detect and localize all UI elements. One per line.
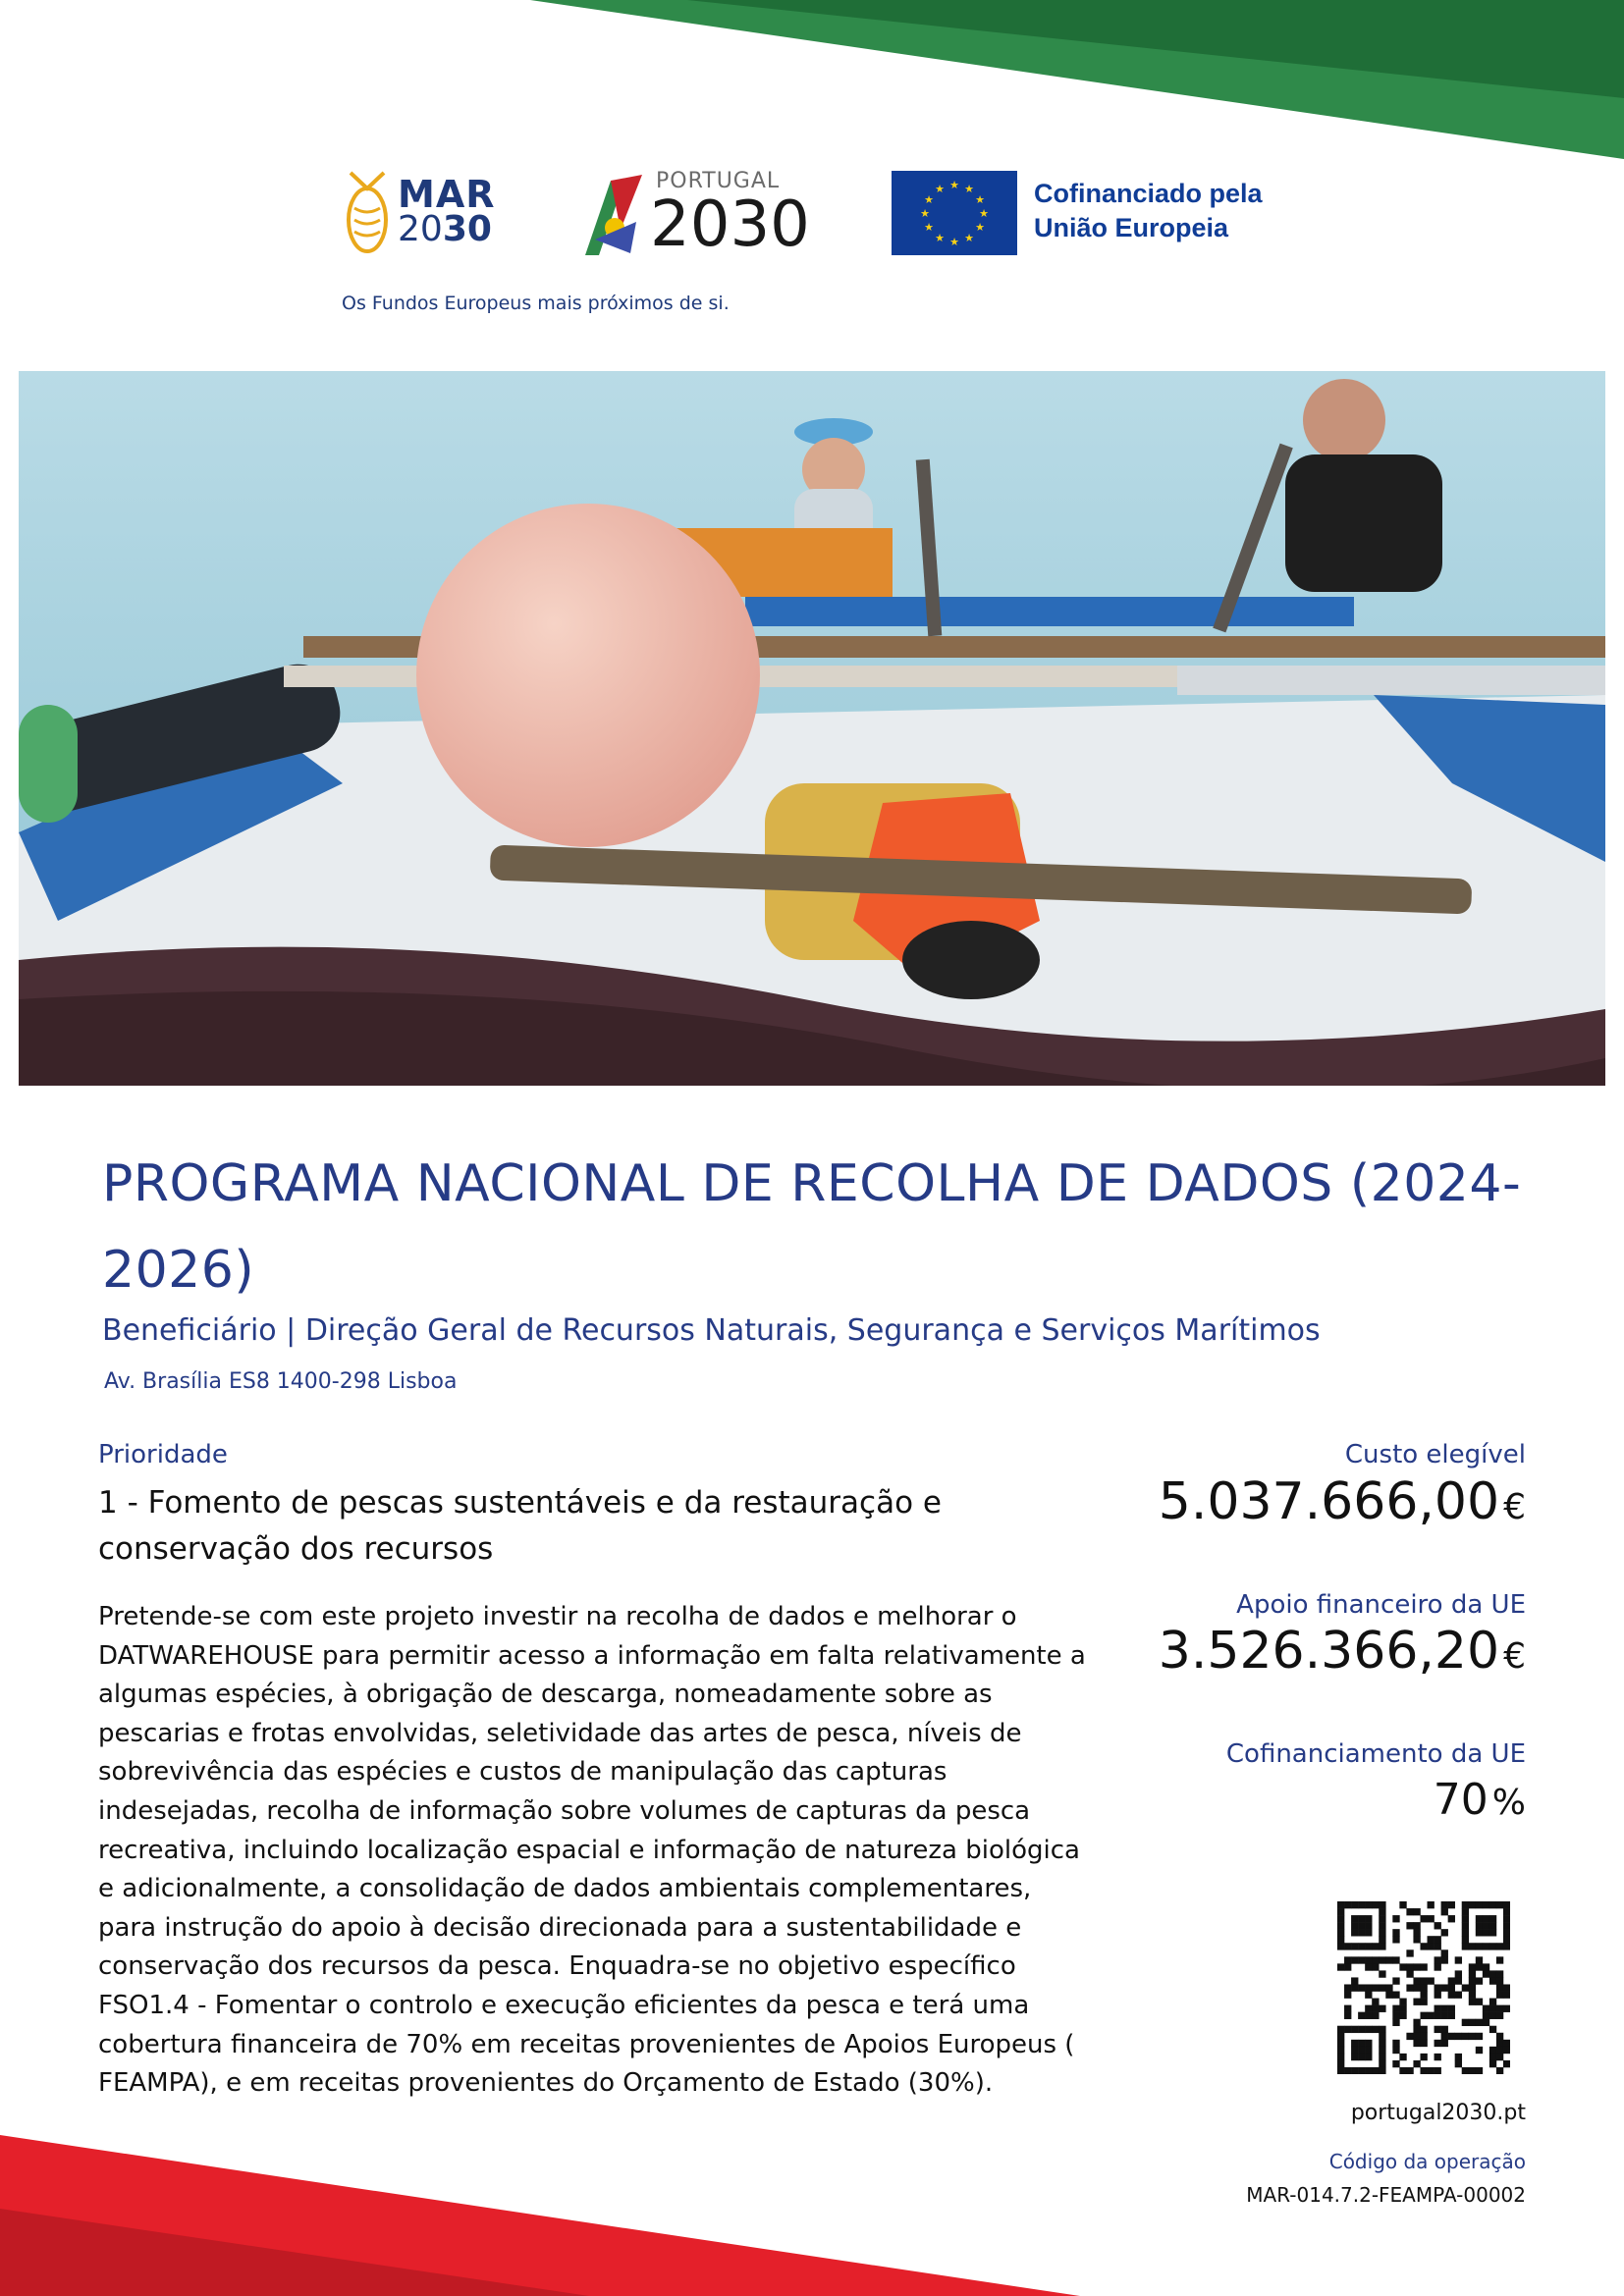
svg-text:★: ★	[979, 207, 989, 220]
svg-text:★: ★	[964, 183, 974, 195]
svg-text:★: ★	[935, 232, 945, 244]
svg-text:★: ★	[924, 221, 934, 234]
top-decorative-band	[0, 0, 1624, 177]
portugal-year: 2030	[650, 188, 810, 261]
operation-code-label: Código da operação	[1328, 2150, 1526, 2173]
svg-text:★: ★	[975, 193, 985, 206]
fishing-boat-photo	[19, 371, 1605, 1086]
address-line: Av. Brasília ES8 1400-298 Lisboa	[104, 1369, 458, 1394]
eligible-cost-value: 5.037.666,00 €	[1158, 1472, 1526, 1531]
mar-year: 2030	[398, 209, 492, 249]
wheat-icon	[343, 169, 392, 253]
currency-symbol: €	[1503, 1636, 1526, 1677]
page-title: PROGRAMA NACIONAL DE RECOLHA DE DADOS (2024-2026)	[102, 1154, 1522, 1300]
portugal2030-site-link[interactable]: portugal2030.pt	[1350, 2101, 1526, 2125]
currency-symbol: €	[1503, 1487, 1526, 1527]
qr-code-icon[interactable]	[1337, 1901, 1510, 2074]
svg-text:★: ★	[924, 193, 934, 206]
priority-text: 1 - Fomento de pescas sustentáveis e da restauração e conservação dos recursos	[98, 1485, 942, 1567]
eu-support-label: Apoio financeiro da UE	[1236, 1590, 1526, 1620]
svg-text:★: ★	[949, 236, 959, 248]
project-description: Pretende-se com este projeto investir na recolha de dados e melhorar o DATWAREHOUSE para permitir acesso a informação em falta relativamente a algumas espécies, à obrigação de descarga, nomeadamente sobre as pescarias e frotas envolvidas, seletividade das artes de pesca, níveis de sobrevivência das espécies e custos de manipulação das capturas indesejadas, recolha de informação sobre volumes de capturas da pesca recreativa, incluindo localização espacial e informação de natureza biológica e adicionalmente, a consolidação de dados ambientais complementares, para instrução do apoio à decisão direcionada para a sustentabilidade e conservação dos recursos da pesca. Enquadra-se no objetivo específico FSO1.4 - Fomentar o controlo e execução eficientes da pesca e terá uma cobertura financeira de 70% em receitas provenientes de Apoios Europeus ( FEAMPA), e em receitas provenientes do Orçamento de Estado (30%).	[98, 1602, 1086, 2099]
svg-text:★: ★	[975, 221, 985, 234]
svg-text:★: ★	[920, 207, 930, 220]
mar-word: MAR	[398, 173, 496, 216]
priority-label: Prioridade	[98, 1440, 228, 1469]
eligible-cost-label: Custo elegível	[1344, 1440, 1526, 1469]
mar-tagline: Os Fundos Europeus mais próximos de si.	[342, 293, 730, 314]
svg-text:★: ★	[964, 232, 974, 244]
cofinancing-value: 70 %	[1433, 1775, 1526, 1825]
svg-text:★: ★	[935, 183, 945, 195]
mar2030-logo	[339, 169, 511, 257]
cofinancing-label: Cofinanciamento da UE	[1225, 1739, 1526, 1769]
portugal-word: PORTUGAL	[656, 169, 781, 193]
percent-symbol: %	[1491, 1783, 1526, 1823]
operation-code-value: MAR-014.7.2-FEAMPA-00002	[1246, 2183, 1526, 2207]
eu-cofinance-text: Cofinanciado pela União Europeia	[1034, 179, 1263, 242]
portugal-emblem-icon	[581, 171, 646, 259]
beneficiary-line: Beneficiário | Direção Geral de Recursos Naturais, Segurança e Serviços Marítimos	[102, 1313, 1321, 1348]
portugal2030-logo	[579, 169, 815, 262]
eu-flag-icon	[892, 171, 1017, 255]
svg-text:★: ★	[949, 179, 959, 191]
eu-support-value: 3.526.366,20 €	[1158, 1622, 1526, 1681]
